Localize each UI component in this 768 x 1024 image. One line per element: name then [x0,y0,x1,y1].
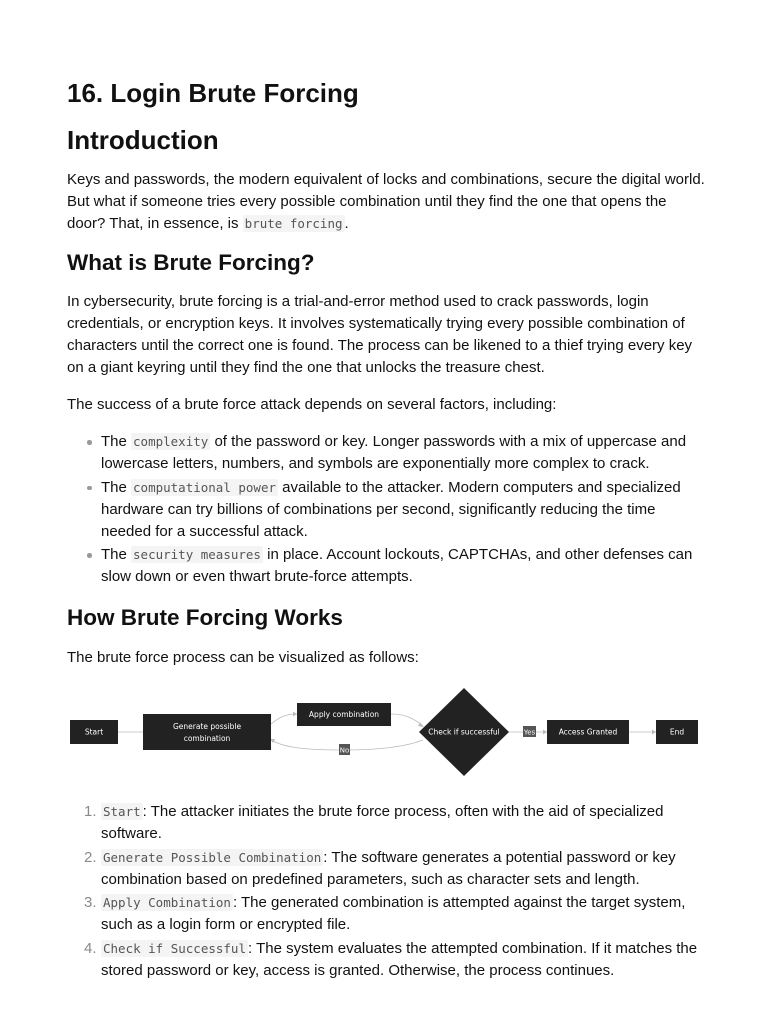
brute-force-flowchart [67,686,707,782]
factor-text: available to the attacker. Modern computers and specialized hardware can try billions of combinations per second, significantly reducing the time needed for a successful attack. [101,478,681,540]
check-node-label: Check if successful [428,727,500,737]
factor-text: The [101,546,132,563]
computational-power-code: computational power [133,479,277,495]
list-item [67,544,707,588]
step-code: Check if Successful [103,940,246,956]
how-brute-forcing-works-heading: How Brute Forcing Works [67,605,343,630]
list-item [67,431,707,475]
factor-text: in place. Account lockouts, CAPTCHAs, and other defenses can slow down or even thwart brute-force attempts. [101,546,693,585]
no-edge-label: No [339,746,350,755]
steps-list [67,801,707,983]
step-number: 1. [84,803,97,820]
how-intro-paragraph: The brute force process can be visualized as follows: [67,649,419,666]
step-code: Apply Combination [103,895,231,910]
list-item [67,892,707,936]
yes-edge-label: Yes [523,728,536,737]
step-text: : The attacker initiates the brute force process, often with the aid of specialized software. [101,803,664,842]
step-text: : The system evaluates the attempted combination. If it matches the stored password or key, access is granted. Otherwise, the process continues. [101,939,698,979]
step-number: 4. [84,939,97,957]
page-title: 16. Login Brute Forcing [67,78,359,108]
step-code: Generate Possible Combination [103,849,322,865]
generate-node-label-line2: combination [183,734,231,743]
factor-text: The [101,478,132,496]
intro-text-1: Keys and passwords, the modern equivalent of locks and combinations, secure the digital world. But what if someone tries every possible combination until they find the one that opens the door? That, in essence, is [67,171,705,232]
step-number: 3. [84,894,97,911]
step-text: : The software generates a potential password or key combination based on predefined parameters, such as character sets and length. [101,848,676,888]
complexity-code: complexity [133,434,209,449]
step-code: Start [103,804,141,819]
list-item [67,847,707,891]
access-granted-node-label: Access Granted [558,727,618,737]
list-item [67,801,707,845]
generate-node [143,714,271,750]
factors-list [67,431,707,590]
generate-node-label-line1: Generate possible [172,722,242,731]
security-measures-code: security measures [133,547,261,562]
brute-forcing-code: brute forcing [244,216,343,231]
step-text: : The generated combination is attempted against the target system, such as a login form or encrypted file. [101,894,686,933]
edge-apply-check [391,714,423,726]
list-item [67,938,707,982]
introduction-heading: Introduction [67,125,219,155]
step-number: 2. [84,848,97,866]
introduction-paragraph [67,169,707,235]
what-paragraph-1: In cybersecurity, brute forcing is a trial-and-error method used to crack passwords, login credentials, or encryption keys. It involves systematically trying every possible combination of characters until the correct one is found. The process can be likened to a thief trying every key on a giant keyring until they find the one that unlocks the treasure chest. [67,293,693,376]
apply-node-label: Apply combination [308,710,380,719]
intro-text-2: . [344,215,349,232]
list-item [67,477,707,543]
what-paragraph-2: The success of a brute force attack depends on several factors, including: [67,396,557,413]
what-is-brute-forcing-heading: What is Brute Forcing? [67,250,315,275]
factor-text: of the password or key. Longer passwords with a mix of uppercase and lowercase letters, numbers, and symbols are exponentially more complex to crack. [101,433,687,472]
start-node-label: Start [84,727,104,737]
factor-text: The [101,433,132,450]
end-node-label: End [669,727,685,737]
